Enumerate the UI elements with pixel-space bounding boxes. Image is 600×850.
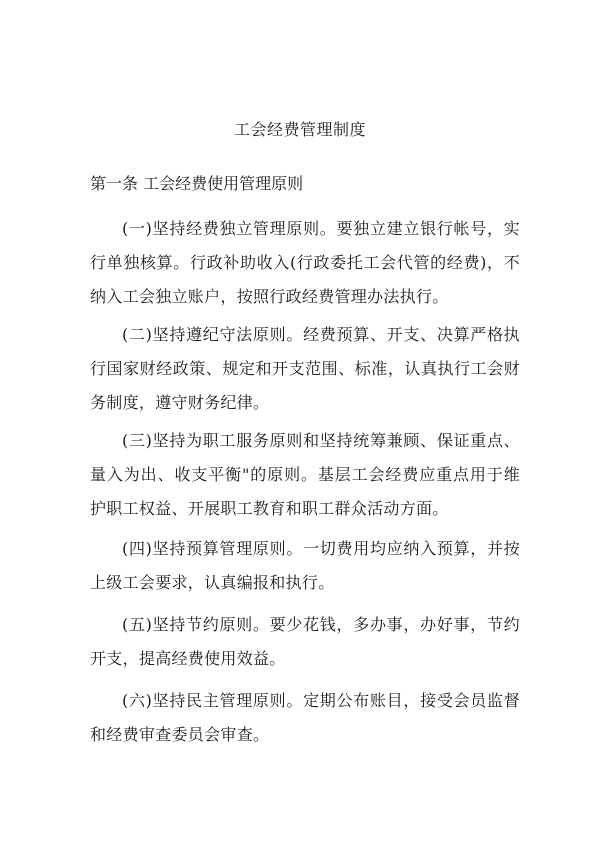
paragraph-principle-5: (五)坚持节约原则。要少花钱，多办事，办好事，节约开支，提高经费使用效益。 [90,615,520,668]
paragraph-principle-1: (一)坚持经费独立管理原则。要独立建立银行帐号，实行单独核算。行政补助收入(行政委托工会代管的经费)，不纳入工会独立账户，按照行政经费管理办法执行。 [90,219,520,306]
article-heading: 第一条 工会经费使用管理原则 [90,174,304,193]
paragraph-principle-6: (六)坚持民主管理原则。定期公布账目，接受会员监督和经费审查委员会审查。 [90,691,520,744]
document-title: 工会经费管理制度 [233,120,366,139]
paragraph-principle-3: (三)坚持为职工服务原则和坚持统筹兼顾、保证重点、量入为出、收支平衡"的原则。基层工会经费应重点用于维护职工权益、开展职工教育和职工群众活动方面。 [90,431,520,518]
paragraph-principle-2: (二)坚持遵纪守法原则。经费预算、开支、决算严格执行国家财经政策、规定和开支范围、标准，认真执行工会财务制度，遵守财务纪律。 [90,325,520,412]
paragraph-principle-4: (四)坚持预算管理原则。一切费用均应纳入预算，并按上级工会要求，认真编报和执行。 [90,539,520,592]
